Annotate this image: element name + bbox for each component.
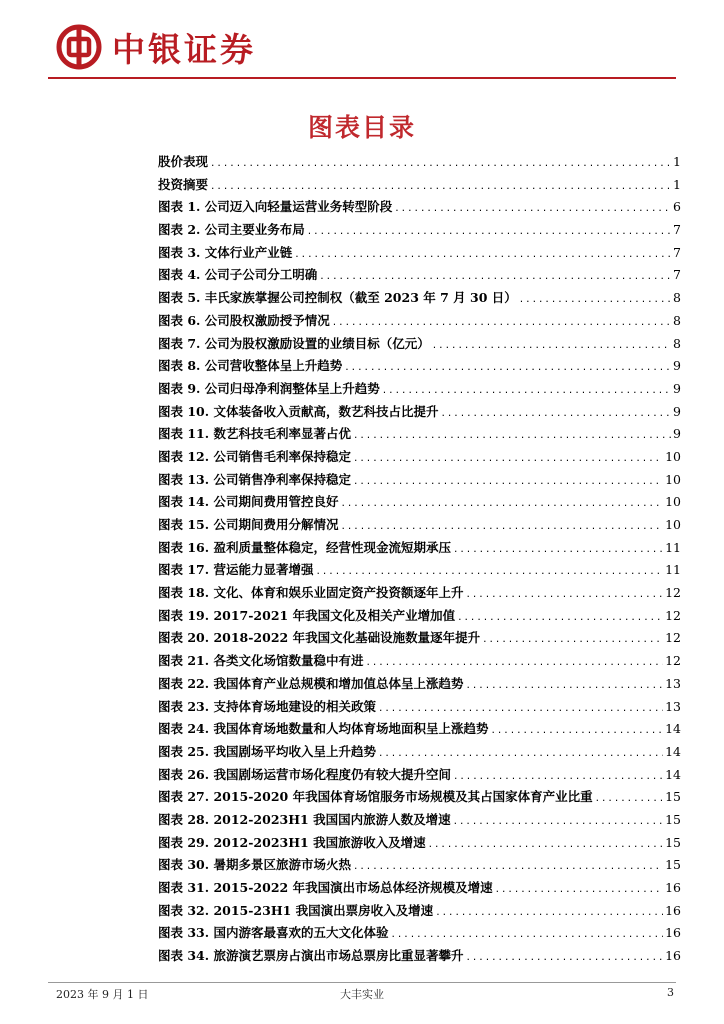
footer-date: 2023 年 9 月 1 日 [56, 988, 149, 1001]
toc-entry[interactable] [158, 560, 681, 583]
toc-entry-label: 图表 20. 2018-2022 年我国文化基础设施数量逐年提升 [158, 630, 481, 646]
toc-entry-label: 图表 26. 我国剧场运营市场化程度仍有较大提升空间 [158, 766, 451, 782]
toc-entry-label: 图表 30. 暑期多景区旅游市场火热 [158, 857, 351, 873]
toc-entry-label: 图表 24. 我国体育场地数量和人均体育场地面积呈上涨趋势 [158, 721, 489, 737]
toc-entry-page: 10 [665, 517, 681, 532]
toc-entry-page: 1 [673, 154, 681, 169]
toc-entry-page: 7 [673, 244, 681, 260]
toc-entry-page: 12 [665, 653, 681, 669]
header [56, 22, 256, 72]
toc-entry[interactable] [158, 288, 681, 311]
toc-leader-dots [210, 159, 671, 169]
toc-leader-dots [210, 182, 671, 192]
toc-entry-label: 图表 3. 文体行业产业链 [158, 244, 293, 260]
toc-entry[interactable] [158, 175, 681, 198]
toc-entry-page: 16 [665, 880, 681, 895]
toc-entry-page: 10 [665, 448, 681, 464]
toc-entry-label: 图表 29. 2012-2023H1 我国旅游收入及增速 [158, 834, 426, 850]
toc-leader-dots [432, 341, 671, 351]
toc-entry-page: 11 [665, 562, 681, 578]
toc-entry-page: 13 [665, 698, 681, 714]
toc-leader-dots [353, 477, 663, 487]
toc-entry-label: 图表 19. 2017-2021 年我国文化及相关产业增加值 [158, 607, 456, 623]
toc-leader-dots [490, 726, 663, 736]
toc-entry[interactable] [158, 515, 681, 538]
toc-leader-dots [378, 749, 663, 759]
footer-divider [48, 982, 676, 983]
toc-entry[interactable] [158, 606, 681, 629]
toc-leader-dots [353, 862, 663, 872]
toc-entry-label: 图表 4. 公司子公司分工明确 [158, 267, 318, 283]
toc-entry-label: 图表 15. 公司期间费用分解情况 [158, 517, 339, 532]
toc-entry[interactable] [158, 674, 681, 697]
toc-entry-page: 12 [665, 630, 681, 646]
page-title: 图表目录 [307, 113, 416, 142]
toc-leader-dots [465, 681, 663, 691]
bank-of-china-logo-icon [56, 24, 102, 70]
toc-entry-page: 1 [673, 176, 681, 192]
toc-entry-label: 图表 9. 公司归母净利润整体呈上升趋势 [158, 380, 380, 396]
toc-entry-page: 11 [665, 539, 681, 555]
toc-entry-page: 6 [673, 199, 681, 215]
toc-entry-label: 图表 13. 公司销售净利率保持稳定 [158, 471, 351, 487]
toc-leader-dots [453, 772, 663, 782]
toc-entry-label: 图表 1. 公司迈入向轻量运营业务转型阶段 [158, 199, 393, 215]
toc-entry-page: 10 [665, 494, 681, 510]
toc-entry-page: 9 [673, 358, 681, 374]
toc-entry-label: 投资摘要 [158, 176, 209, 192]
toc-entry-page: 15 [665, 811, 681, 827]
toc-entry-page: 15 [665, 857, 681, 873]
toc-entry[interactable] [158, 447, 681, 470]
toc-leader-dots [394, 204, 671, 214]
toc-entry-label: 图表 25. 我国剧场平均收入呈上升趋势 [158, 743, 376, 759]
toc-entry-page: 10 [665, 471, 681, 487]
toc-leader-dots [332, 318, 671, 328]
toc-leader-dots [294, 250, 671, 260]
toc-entry-label: 图表 21. 各类文化场馆数量稳中有进 [158, 653, 364, 669]
toc-entry-page: 12 [665, 607, 681, 623]
toc-entry[interactable] [158, 583, 681, 606]
toc-entry-label: 图表 31. 2015-2022 年我国演出市场总体经济规模及增速 [158, 880, 493, 895]
toc-entry-label: 图表 17. 营运能力显著增强 [158, 562, 314, 578]
toc-entry[interactable] [158, 855, 681, 878]
toc-entry-page: 7 [673, 267, 681, 283]
toc-entry[interactable] [158, 152, 681, 175]
header-divider [48, 77, 676, 79]
toc-leader-dots [465, 953, 663, 963]
toc-entry[interactable] [158, 402, 681, 425]
toc-entry[interactable] [158, 470, 681, 493]
footer-page-number: 3 [667, 986, 674, 999]
toc-leader-dots [365, 658, 663, 668]
toc-entry-page: 9 [673, 380, 681, 396]
toc-entry-label: 图表 27. 2015-2020 年我国体育场馆服务市场规模及其占国家体育产业比重 [158, 789, 593, 805]
toc-entry[interactable] [158, 946, 681, 969]
toc-entry-page: 15 [665, 834, 681, 850]
toc-leader-dots [390, 930, 663, 940]
toc-leader-dots [495, 885, 664, 895]
toc-leader-dots [453, 817, 664, 827]
brand-name: 中银证券 [112, 29, 256, 69]
toc-entry-page: 14 [665, 766, 681, 782]
toc-entry-label: 图表 6. 公司股权激励授予情况 [158, 312, 330, 328]
toc-entry-page: 8 [673, 335, 681, 351]
toc-entry-label: 图表 34. 旅游演艺票房占演出市场总票房比重显著攀升 [158, 948, 464, 964]
toc-leader-dots [465, 590, 663, 600]
toc-entry-page: 14 [665, 743, 681, 759]
toc-entry[interactable] [158, 651, 681, 674]
toc-entry[interactable] [158, 697, 681, 720]
toc-entry-label: 图表 10. 文体装备收入贡献高，数艺科技占比提升 [158, 403, 439, 419]
toc-entry[interactable] [158, 923, 681, 946]
toc-entry[interactable] [158, 878, 681, 901]
toc-entry[interactable] [158, 379, 681, 402]
toc-leader-dots [315, 567, 663, 577]
toc-leader-dots [344, 363, 671, 373]
toc-leader-dots [435, 908, 663, 918]
toc-entry-label: 图表 18. 文化、体育和娱乐业固定资产投资额逐年上升 [158, 585, 464, 601]
toc-leader-dots [453, 545, 663, 555]
toc-entry[interactable] [158, 492, 681, 515]
toc-entry-page: 7 [673, 222, 681, 238]
toc-entry-page: 16 [665, 948, 681, 964]
toc-entry-label: 图表 11. 数艺科技毛利率显著占优 [158, 426, 351, 442]
toc-entry[interactable] [158, 787, 681, 810]
toc-entry[interactable] [158, 628, 681, 651]
toc-entry[interactable] [158, 810, 681, 833]
toc-entry[interactable] [158, 719, 681, 742]
toc-leader-dots [340, 522, 663, 532]
toc-entry-label: 图表 32. 2015-23H1 我国演出票房收入及增速 [158, 902, 434, 918]
toc-entry-page: 16 [665, 925, 681, 941]
toc-entry[interactable] [158, 311, 681, 334]
toc-leader-dots [353, 431, 671, 441]
toc-entry-page: 8 [673, 290, 681, 306]
toc-entry[interactable] [158, 765, 681, 788]
toc-entry-label: 图表 22. 我国体育产业总规模和增加值总体呈上涨趋势 [158, 675, 464, 691]
toc-leader-dots [382, 386, 671, 396]
toc-entry[interactable] [158, 356, 681, 379]
toc-entry[interactable] [158, 265, 681, 288]
toc-entry-label: 图表 23. 支持体育场地建设的相关政策 [158, 698, 376, 714]
footer-company: 大丰实业 [340, 988, 384, 1001]
toc-entry-page: 16 [665, 902, 681, 918]
toc-entry-label: 图表 28. 2012-2023H1 我国国内旅游人数及增速 [158, 811, 451, 827]
toc-entry-page: 14 [665, 721, 681, 737]
toc-leader-dots [595, 794, 664, 804]
toc-entry[interactable] [158, 243, 681, 266]
toc-leader-dots [428, 840, 664, 850]
toc-entry[interactable] [158, 197, 681, 220]
toc-entry-label: 股价表现 [158, 154, 209, 169]
toc-leader-dots [378, 704, 663, 714]
toc-entry-label: 图表 33. 国内游客最喜欢的五大文化体验 [158, 925, 389, 941]
toc-entry-page: 15 [665, 789, 681, 805]
toc-entry-page: 9 [673, 426, 681, 442]
toc-leader-dots [440, 409, 671, 419]
toc-entry-page: 9 [673, 403, 681, 419]
toc-entry-page: 13 [665, 675, 681, 691]
toc-leader-dots [457, 613, 663, 623]
toc-leader-dots [307, 227, 671, 237]
toc-entry[interactable] [158, 220, 681, 243]
toc-entry-label: 图表 12. 公司销售毛利率保持稳定 [158, 448, 351, 464]
toc-entry-label: 图表 5. 丰氏家族掌握公司控制权（截至 2023 年 7 月 30 日） [158, 290, 517, 306]
table-of-figures [158, 152, 681, 969]
toc-entry-page: 8 [673, 312, 681, 328]
toc-entry[interactable] [158, 334, 681, 357]
toc-leader-dots [353, 454, 663, 464]
toc-leader-dots [319, 272, 671, 282]
toc-entry[interactable] [158, 538, 681, 561]
toc-entry[interactable] [158, 742, 681, 765]
toc-entry-label: 图表 8. 公司营收整体呈上升趋势 [158, 358, 343, 374]
toc-entry[interactable] [158, 833, 681, 856]
toc-entry[interactable] [158, 424, 681, 447]
toc-entry[interactable] [158, 901, 681, 924]
toc-entry-page: 12 [665, 585, 681, 601]
toc-entry-label: 图表 7. 公司为股权激励设置的业绩目标（亿元） [158, 335, 430, 351]
toc-entry-label: 图表 14. 公司期间费用管控良好 [158, 494, 339, 510]
toc-entry-label: 图表 16. 盈利质量整体稳定，经营性现金流短期承压 [158, 539, 451, 555]
toc-leader-dots [519, 295, 671, 305]
toc-leader-dots [340, 499, 663, 509]
toc-entry-label: 图表 2. 公司主要业务布局 [158, 222, 305, 238]
toc-leader-dots [482, 635, 663, 645]
